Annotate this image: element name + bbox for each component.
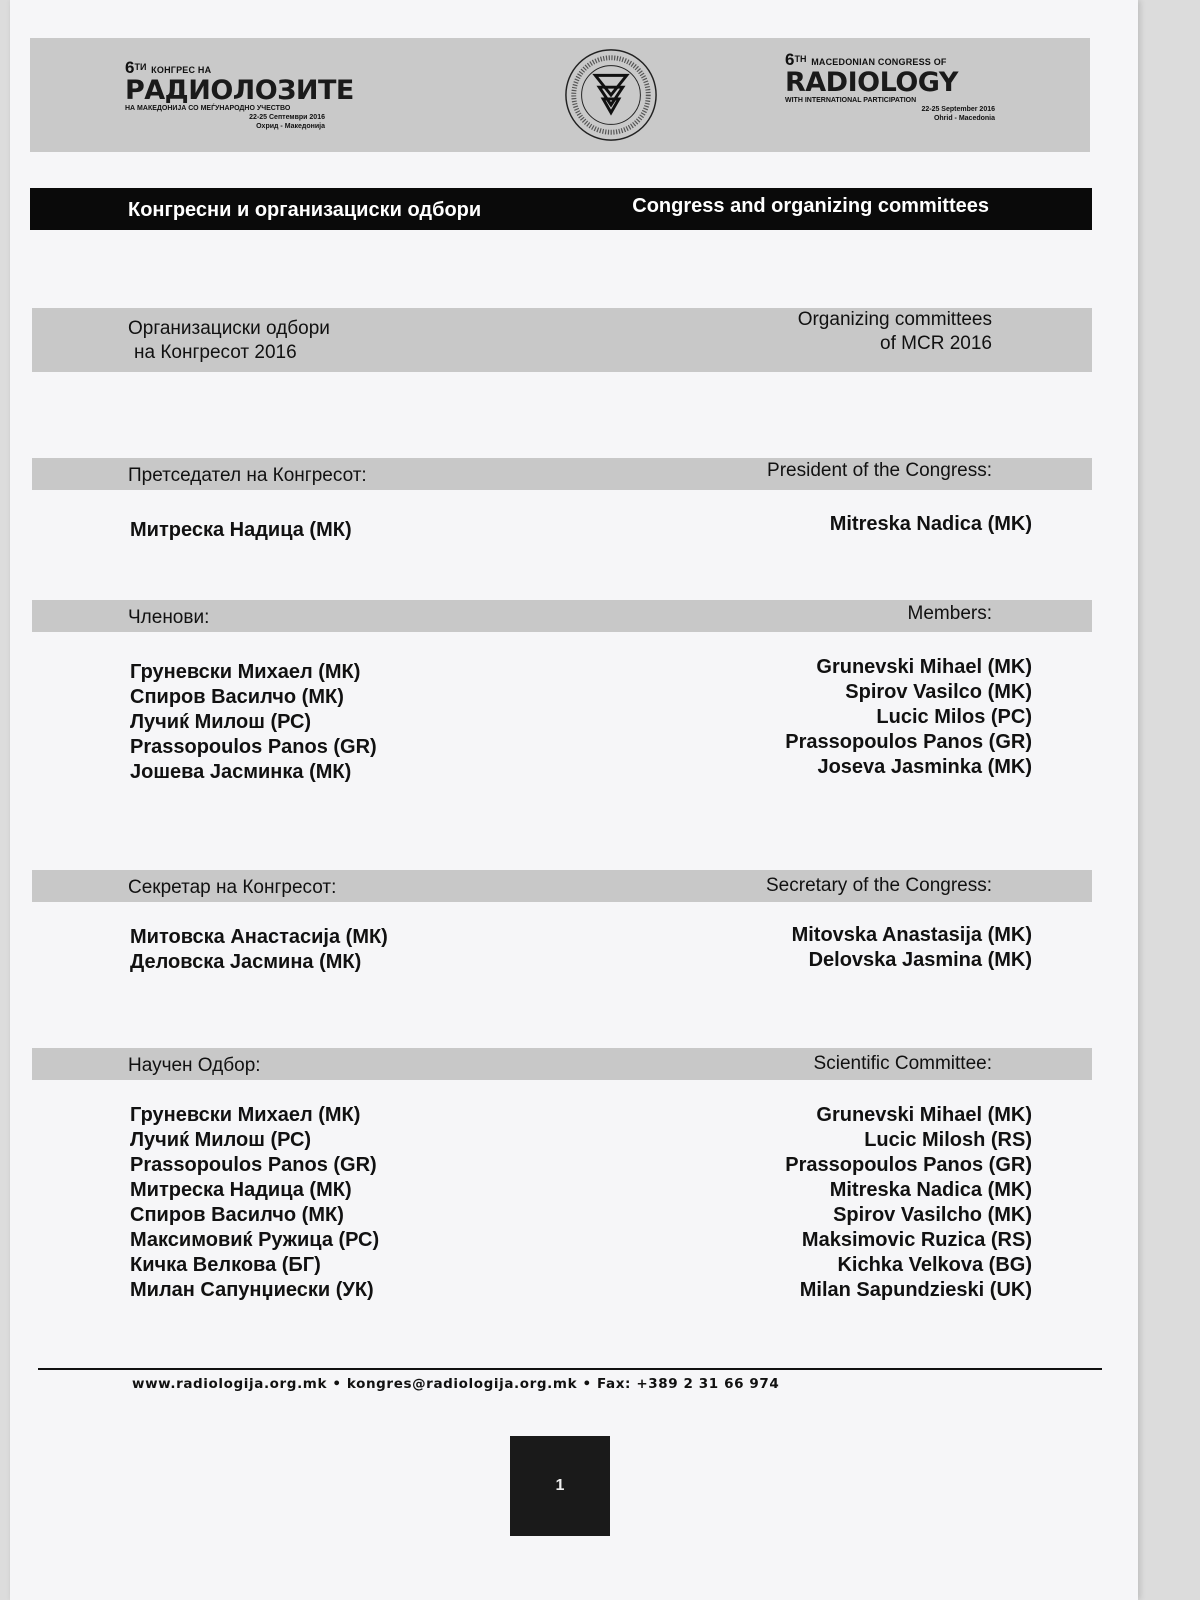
ordinal-suffix: TH xyxy=(794,54,807,64)
section-label-en: President of the Congress: xyxy=(767,460,992,481)
page-number-label: 1 xyxy=(555,1477,565,1494)
header-subtitle: WITH INTERNATIONAL PARTICIPATION xyxy=(785,97,917,104)
list-item: Grunevski Mihael (MK) xyxy=(816,1104,1032,1126)
list-item: Prassopoulos Panos (GR) xyxy=(130,1154,377,1176)
header-logo-mk xyxy=(125,58,354,131)
list-item: Спиров Василчо (МК) xyxy=(130,686,344,708)
footer-contact: www.radiologija.org.mk • kongres@radiologija.org.mk • Fax: +389 2 31 66 974 xyxy=(132,1376,780,1392)
org-label-en-line2: of MCR 2016 xyxy=(880,333,992,354)
section-label-en: Scientific Committee: xyxy=(813,1053,992,1074)
members-list-mk xyxy=(130,660,377,785)
section-band-members xyxy=(32,600,1092,632)
section-label-en: Secretary of the Congress: xyxy=(766,875,992,896)
section-label-mk: Членови: xyxy=(128,607,210,628)
list-item: Prassopoulos Panos (GR) xyxy=(130,736,377,758)
page-title-en: Congress and organizing committees xyxy=(632,195,989,217)
list-item: Maksimovic Ruzica (RS) xyxy=(801,1229,1032,1251)
section-label-en: Members: xyxy=(907,603,992,624)
members-list-en xyxy=(785,655,1032,780)
header-dates: 22-25 September 2016 xyxy=(921,106,995,113)
org-label-en-line1: Organizing committees xyxy=(797,309,992,330)
list-item: Максимовиќ Ружица (РС) xyxy=(130,1229,380,1251)
header-place: Охрид - Македонија xyxy=(256,123,325,130)
list-item: Милан Сапунџиески (УК) xyxy=(130,1279,374,1301)
page-number xyxy=(510,1436,610,1536)
president-list-mk xyxy=(130,518,352,543)
list-item: Prassopoulos Panos (GR) xyxy=(785,731,1032,753)
list-item: Спиров Василчо (МК) xyxy=(130,1204,344,1226)
ordinal-suffix: ТИ xyxy=(134,62,147,72)
list-item: Kichka Velkova (BG) xyxy=(837,1254,1032,1276)
page-title-bar xyxy=(30,188,1092,230)
list-item: Деловска Јасмина (МК) xyxy=(130,951,362,973)
section-band-scientific xyxy=(32,1048,1092,1080)
section-band-secretary xyxy=(32,870,1092,902)
ordinal-number: 6 xyxy=(125,58,135,77)
org-label-mk-line2: на Конгресот 2016 xyxy=(134,342,297,363)
list-item: Grunevski Mihael (MK) xyxy=(816,656,1032,678)
list-item: Mitovska Anastasija (MK) xyxy=(791,924,1032,946)
org-label-mk-line1: Организациски одбори xyxy=(128,318,330,339)
list-item: Mitreska Nadica (MK) xyxy=(829,1179,1032,1201)
secretary-list-en xyxy=(792,923,1032,973)
header-line1: MACEDONIAN CONGRESS OF xyxy=(811,57,947,67)
list-item: Lucic Milos (PC) xyxy=(876,706,1032,728)
secretary-list-mk xyxy=(130,925,388,975)
section-band-organizing xyxy=(32,308,1092,372)
section-label-mk: Научен Одбор: xyxy=(128,1055,261,1076)
list-item: Mitreska Nadica (MK) xyxy=(829,513,1032,535)
page-title-mk: Конгресни и организациски одбори xyxy=(128,199,482,221)
list-item: Lucic Milosh (RS) xyxy=(864,1129,1032,1151)
list-item: Spirov Vasilcho (MK) xyxy=(833,1204,1032,1226)
president-list-en xyxy=(830,512,1032,537)
header-subtitle: НА МАКЕДОНИЈА СО МЕЃУНАРОДНО УЧЕСТВО xyxy=(125,105,291,112)
list-item: Груневски Михаел (МК) xyxy=(130,1104,361,1126)
document-page xyxy=(10,0,1138,1600)
list-item: Spirov Vasilco (MK) xyxy=(845,681,1032,703)
congress-header xyxy=(30,38,1090,152)
list-item: Joseva Jasminka (MK) xyxy=(817,756,1032,778)
scientific-list-mk xyxy=(130,1103,379,1303)
list-item: Delovska Jasmina (MK) xyxy=(808,949,1032,971)
list-item: Лучиќ Милош (РС) xyxy=(130,711,312,733)
header-dates: 22-25 Септември 2016 xyxy=(249,114,325,121)
header-logo-en xyxy=(785,52,995,123)
section-label-mk: Секретар на Конгресот: xyxy=(128,877,337,898)
list-item: Кичка Велкова (БГ) xyxy=(130,1254,321,1276)
list-item: Лучиќ Милош (РС) xyxy=(130,1129,312,1151)
list-item: Milan Sapundzieski (UK) xyxy=(799,1279,1032,1301)
header-title: РАДИОЛОЗИТЕ xyxy=(125,75,354,106)
list-item: Груневски Михаел (МК) xyxy=(130,661,361,683)
congress-emblem-icon xyxy=(562,46,660,144)
list-item: Митреска Надица (МК) xyxy=(130,1179,352,1201)
list-item: Митовска Анастасија (МК) xyxy=(130,926,388,948)
section-label-mk: Претседател на Конгресот: xyxy=(128,465,367,486)
scientific-list-en xyxy=(785,1103,1032,1303)
ordinal-number: 6 xyxy=(785,50,795,69)
header-place: Ohrid - Macedonia xyxy=(933,115,995,122)
header-title: RADIOLOGY xyxy=(785,67,958,98)
list-item: Јошева Јасминка (МК) xyxy=(130,761,352,783)
list-item: Митреска Надица (МК) xyxy=(130,519,352,541)
list-item: Prassopoulos Panos (GR) xyxy=(785,1154,1032,1176)
footer-divider xyxy=(38,1368,1102,1370)
header-line1: КОНГРЕС НА xyxy=(151,65,212,75)
section-band-president xyxy=(32,458,1092,490)
